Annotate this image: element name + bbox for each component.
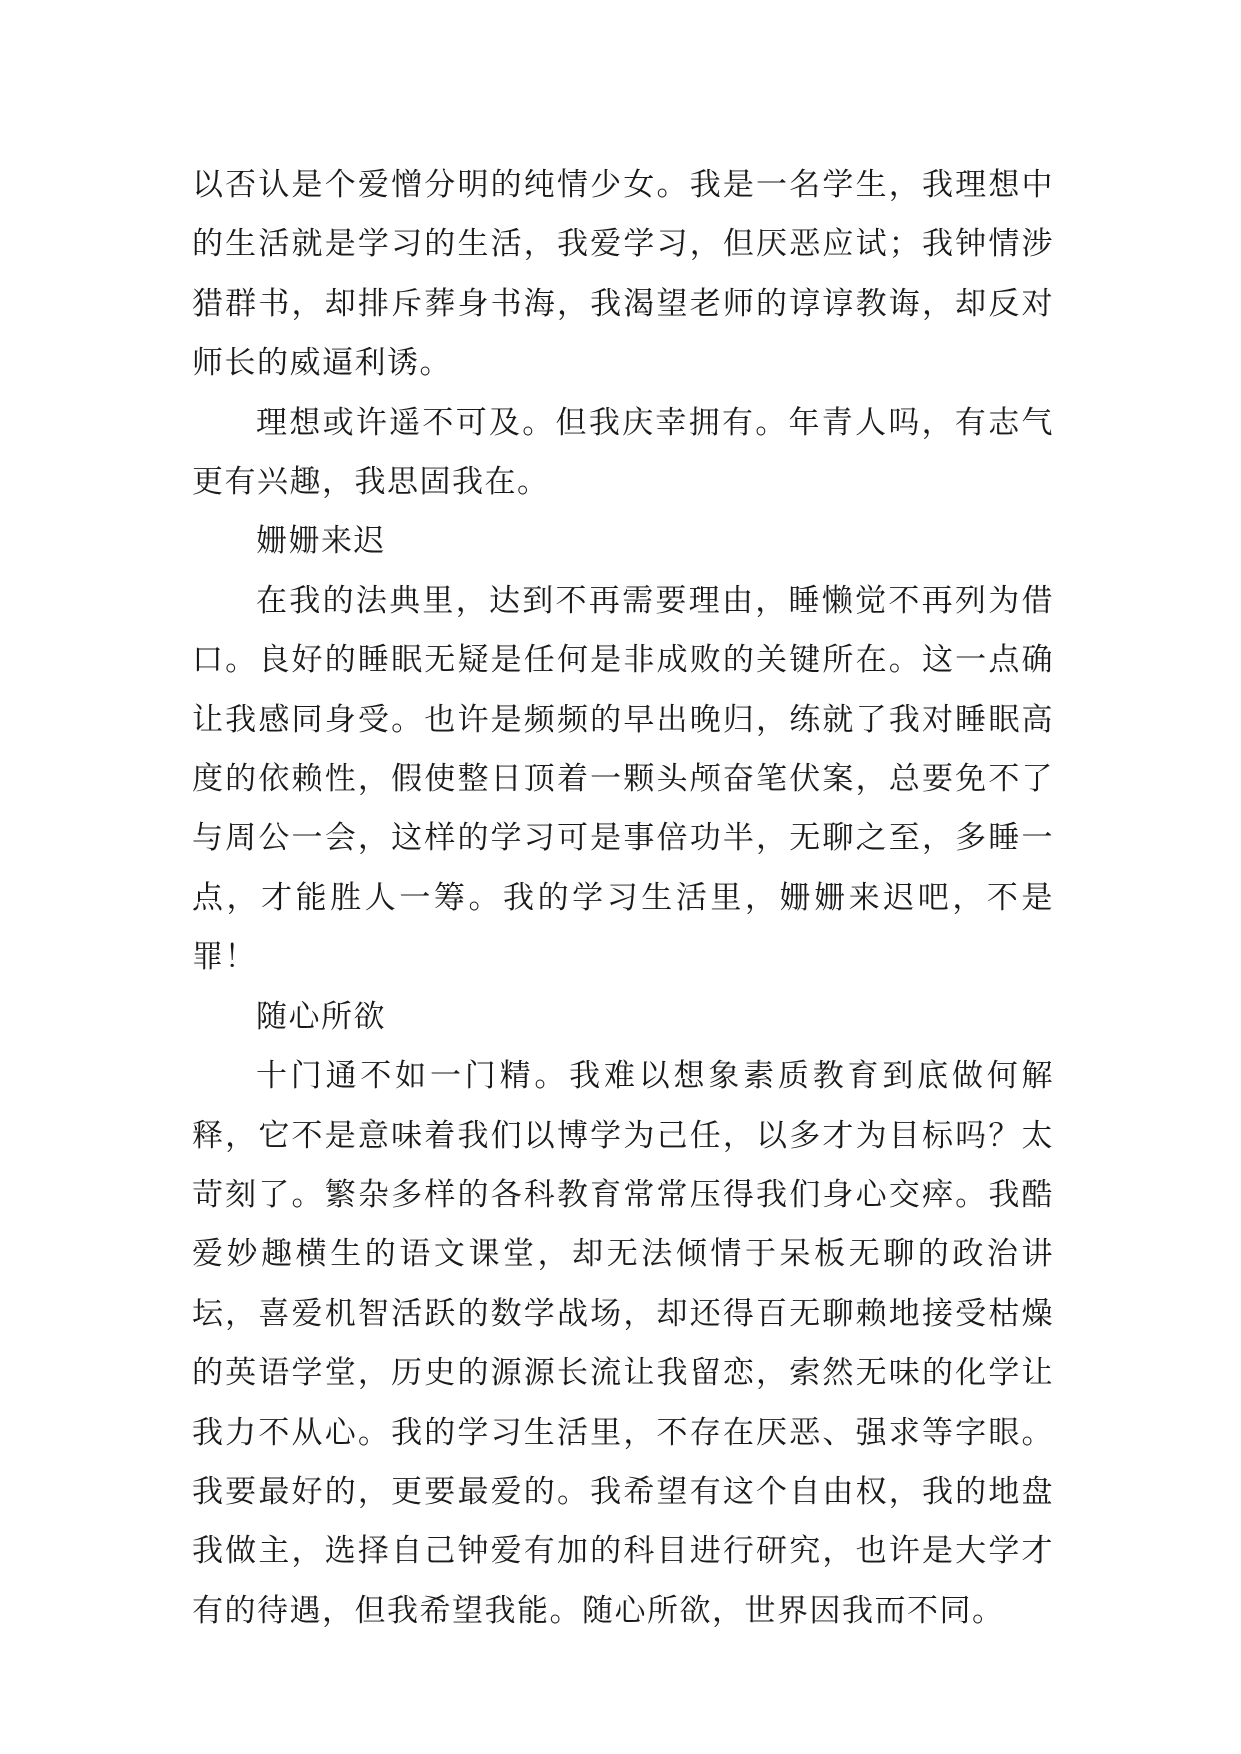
section-heading-freedom: 随心所欲: [256, 998, 386, 1035]
document-page: [192, 156, 1054, 1641]
paragraph-late: 在我的法典里，达到不再需要理由，睡懒觉不再列为借口。良好的睡眠无疑是任何是非成败的关键所在。这一点确让我感同身受。也许是频频的早出晚归，练就了我对睡眠高度的依赖性，假使整日顶着一颗头颅奋笔伏案，总要免不了与周公一会，这样的学习可是事倍功半，无聊之至，多睡一点，才能胜人一筹。我的学习生活里，姗姗来迟吧，不是罪！: [192, 582, 1054, 976]
paragraph-intro: 以否认是个爱憎分明的纯情少女。我是一名学生，我理想中的生活就是学习的生活，我爱学习，但厌恶应试；我钟情涉猎群书，却排斥葬身书海，我渴望老师的谆谆教诲，却反对师长的威逼利诱。: [192, 167, 1054, 382]
section-heading-late: 姗姗来迟: [256, 523, 386, 560]
paragraph-ideal: 理想或许遥不可及。但我庆幸拥有。年青人吗，有志气更有兴趣，我思固我在。: [192, 404, 1054, 501]
paragraph-freedom: 十门通不如一门精。我难以想象素质教育到底做何解释，它不是意味着我们以博学为己任，以多才为目标吗？太苛刻了。繁杂多样的各科教育常常压得我们身心交瘁。我酷爱妙趣横生的语文课堂，却无法倾情于呆板无聊的政治讲坛，喜爱机智活跃的数学战场，却还得百无聊赖地接受枯燥的英语学堂，历史的源源长流让我留恋，索然无味的化学让我力不从心。我的学习生活里，不存在厌恶、强求等字眼。我要最好的，更要最爱的。我希望有这个自由权，我的地盘我做主，选择自己钟爱有加的科目进行研究，也许是大学才有的待遇，但我希望我能。随心所欲，世界因我而不同。: [192, 1058, 1054, 1629]
